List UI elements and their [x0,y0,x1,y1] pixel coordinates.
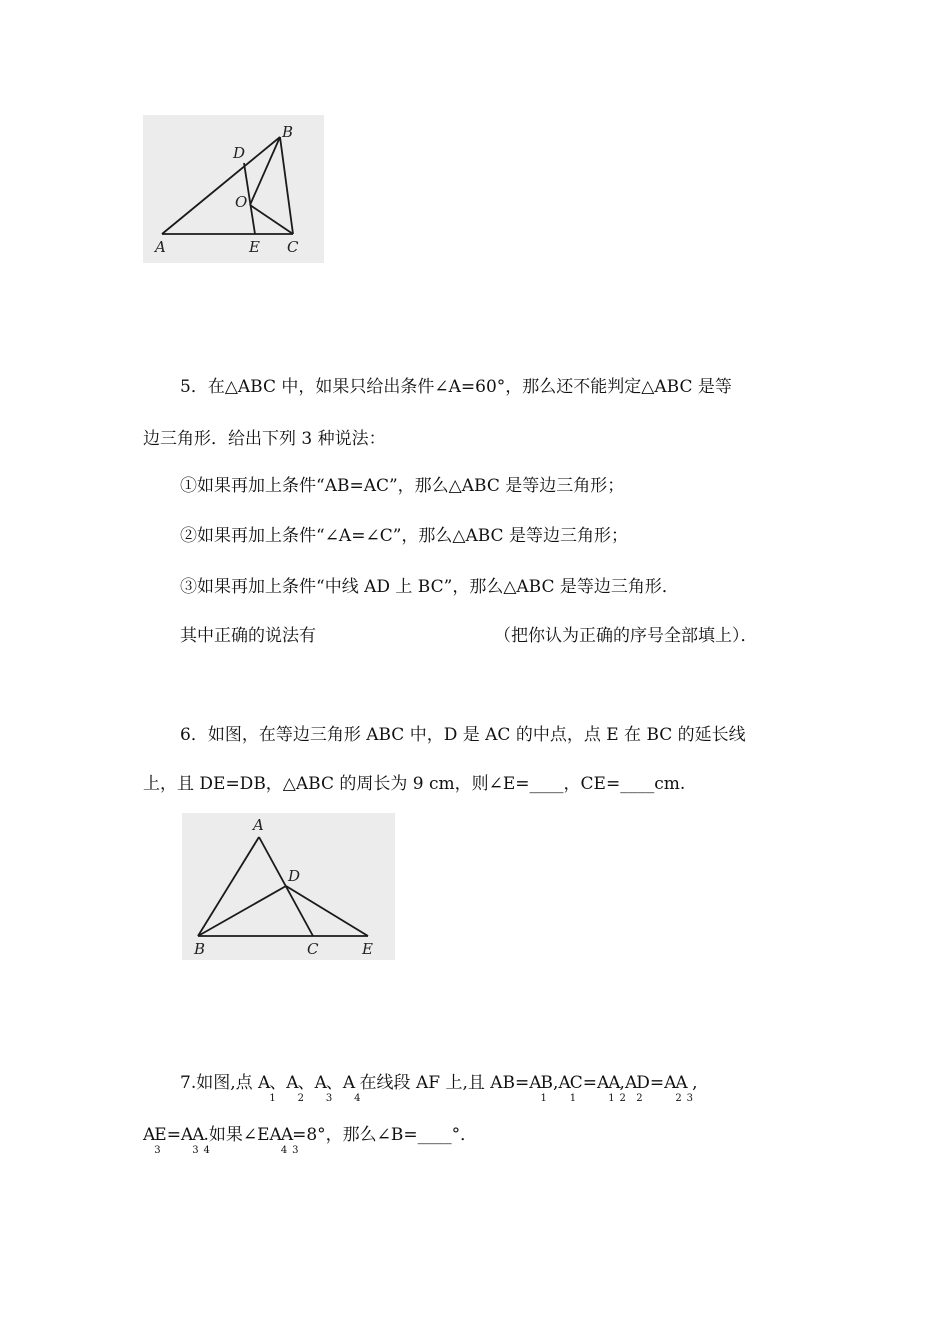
q5-option2: ②如果再加上条件“∠A=∠C”，那么△ABC 是等边三角形； [180,526,628,546]
q7-text: ,A [619,1073,638,1093]
figure-equilateral-svg [182,813,395,960]
q7-line2: A3E=A3A4.如果∠EA4A3=8°，那么∠B=____°． [143,1125,478,1156]
edge-ab [162,137,280,234]
edge-de [286,886,368,936]
figure-quadrilateral-svg [143,115,324,263]
edge-ba [198,837,259,936]
q6-line1: 6．如图，在等边三角形 ABC 中，D 是 AC 的中点，点 E 在 BC 的延长线 [180,725,746,745]
label-a: A [253,816,264,834]
label-e: E [362,940,373,958]
edge-bc [280,137,293,234]
label-b: B [194,940,206,958]
q7-text: 、A [269,1073,299,1093]
q5-ask [180,624,758,648]
figure-equilateral [182,813,395,960]
q5-ask-label: 其中正确的说法有 [180,626,316,646]
label-d: D [288,867,301,885]
q7-text: A [192,1125,205,1145]
edge-bo [250,137,280,205]
q7-text: A [675,1073,688,1093]
q7-text: 、A [297,1073,327,1093]
label-c: C [287,238,299,256]
label-e: E [249,238,260,256]
label-c: C [307,940,319,958]
q6-line2: 上，且 DE=DB，△ABC 的周长为 9 cm，则∠E=____，CE=____cm. [143,774,686,794]
label-b: B [282,123,294,141]
q7-text: 、A [325,1073,356,1093]
q7-text: .如果∠EA [203,1125,282,1145]
q7-text: A [280,1125,294,1145]
edge-bd [198,886,286,936]
q7-text: B,A [540,1073,571,1093]
q5-option1: ①如果再加上条件“AB=AC”，那么△ABC 是等边三角形； [180,476,625,496]
q7-text: C=A [569,1073,610,1093]
q5-line1: 5．在△ABC 中，如果只给出条件∠A=60°，那么还不能判定△ABC 是等 [180,377,732,397]
q7-text: D=A [636,1073,677,1093]
label-a: A [155,238,166,256]
label-o: O [235,193,248,211]
q7-text: E=A [154,1125,194,1145]
q7-text: , [686,1073,698,1093]
q5-line2: 边三角形．给出下列 3 种说法： [143,429,386,449]
q7-text: A [143,1125,156,1145]
q7-text: 7.如图,点 A [180,1073,271,1093]
q7-text: =8°，那么∠B=____°． [292,1125,478,1145]
edge-oc [250,205,293,234]
label-d: D [233,144,246,162]
q7-line1: 7.如图,点 A1、A2、A3、A4 在线段 AF 上,且 AB=A1B,A1C=A1A2,A2D=A2A3 , [180,1073,698,1104]
figure-quadrilateral [143,115,324,263]
q5-option3: ③如果再加上条件“中线 AD 上 BC”，那么△ABC 是等边三角形． [180,577,679,597]
q7-text: 在线段 AF 上,且 AB=A [354,1073,542,1093]
q5-ask-hint: （把你认为正确的序号全部填上）． [494,626,758,646]
q7-text: A [608,1073,621,1093]
